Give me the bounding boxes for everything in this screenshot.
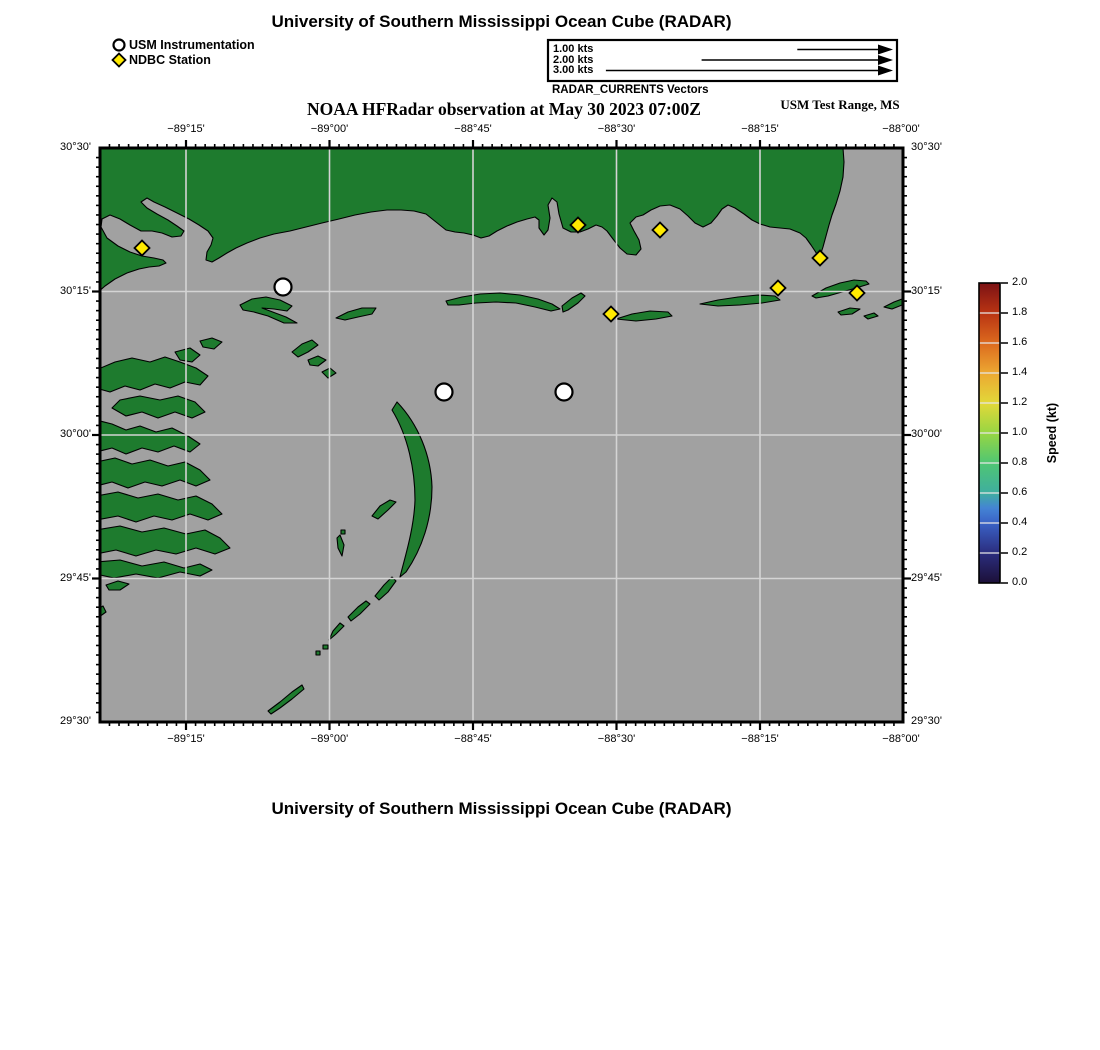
y-axis-label-left: 30°30' [60,141,91,153]
vector-scale-label-3: 3.00 kts [553,64,594,76]
bottom-title: University of Southern Mississippi Ocean Cube (RADAR) [271,799,732,818]
islet [341,530,345,534]
colorbar-tick-label: 0.4 [1012,516,1028,528]
colorbar-ticks [1001,283,1008,583]
colorbar-tick-label: 1.2 [1012,396,1028,408]
x-axis-label-bottom: −89°00' [310,733,349,745]
x-axis-label-top: −88°45' [454,123,492,135]
x-axis-label-bottom: −88°15' [741,733,779,745]
vector-legend-title: RADAR_CURRENTS Vectors [552,84,709,96]
y-axis-label-right: 30°30' [911,141,942,153]
observation-subtitle: NOAA HFRadar observation at May 30 2023 07:00Z [307,99,701,119]
y-axis-label-right: 30°00' [911,428,942,440]
x-axis-label-bottom: −89°15' [167,733,205,745]
page-title: University of Southern Mississippi Ocean Cube (RADAR) [271,12,732,31]
x-axis-label-top: −88°30' [597,123,636,135]
y-axis-label-left: 29°45' [60,571,91,584]
colorbar-tick-label: 0.2 [1012,546,1028,558]
usm-instrument-marker [436,384,453,401]
usm-legend-circle-icon [114,40,125,51]
vector-scale-label-1: 1.00 kts [553,43,594,55]
islet [316,651,320,655]
colorbar-axis-label: Speed (kt) [1045,402,1059,464]
y-axis-label-right: 30°15' [911,284,942,297]
x-axis-label-bottom: −88°00' [882,733,920,745]
y-axis-label-right: 29°30' [911,715,942,727]
usm-legend-label: USM Instrumentation [129,38,255,52]
x-axis-label-top: −88°15' [741,123,779,135]
x-axis-label-bottom: −88°30' [597,733,636,745]
x-axis-label-top: −89°00' [310,123,349,135]
x-axis-label-top: −89°15' [167,123,205,135]
colorbar-tick-label: 2.0 [1012,276,1028,288]
colorbar-tick-label: 0.8 [1012,456,1028,468]
colorbar-tick-label: 0.0 [1012,576,1028,588]
x-axis-label-bottom: −88°45' [454,733,492,745]
colorbar-tick-label: 1.4 [1012,366,1028,378]
usm-instrument-marker [556,384,573,401]
vector-scale-label-2: 2.00 kts [553,53,594,66]
colorbar-tick-label: 0.6 [1012,486,1028,498]
x-axis-label-top: −88°00' [882,123,920,135]
y-axis-label-right: 29°45' [911,571,942,584]
region-label: USM Test Range, MS [780,97,900,112]
colorbar-tick-label: 1.6 [1012,336,1028,348]
usm-instrument-marker [275,279,292,296]
colorbar-tick-label: 1.8 [1012,306,1028,318]
ndbc-legend-diamond-icon [113,54,126,67]
y-axis-label-left: 29°30' [60,715,91,727]
islet [323,645,328,649]
ndbc-legend-label: NDBC Station [129,53,211,67]
colorbar-tick-label: 1.0 [1012,426,1028,438]
y-axis-label-left: 30°00' [60,428,91,440]
y-axis-label-left: 30°15' [60,284,91,297]
